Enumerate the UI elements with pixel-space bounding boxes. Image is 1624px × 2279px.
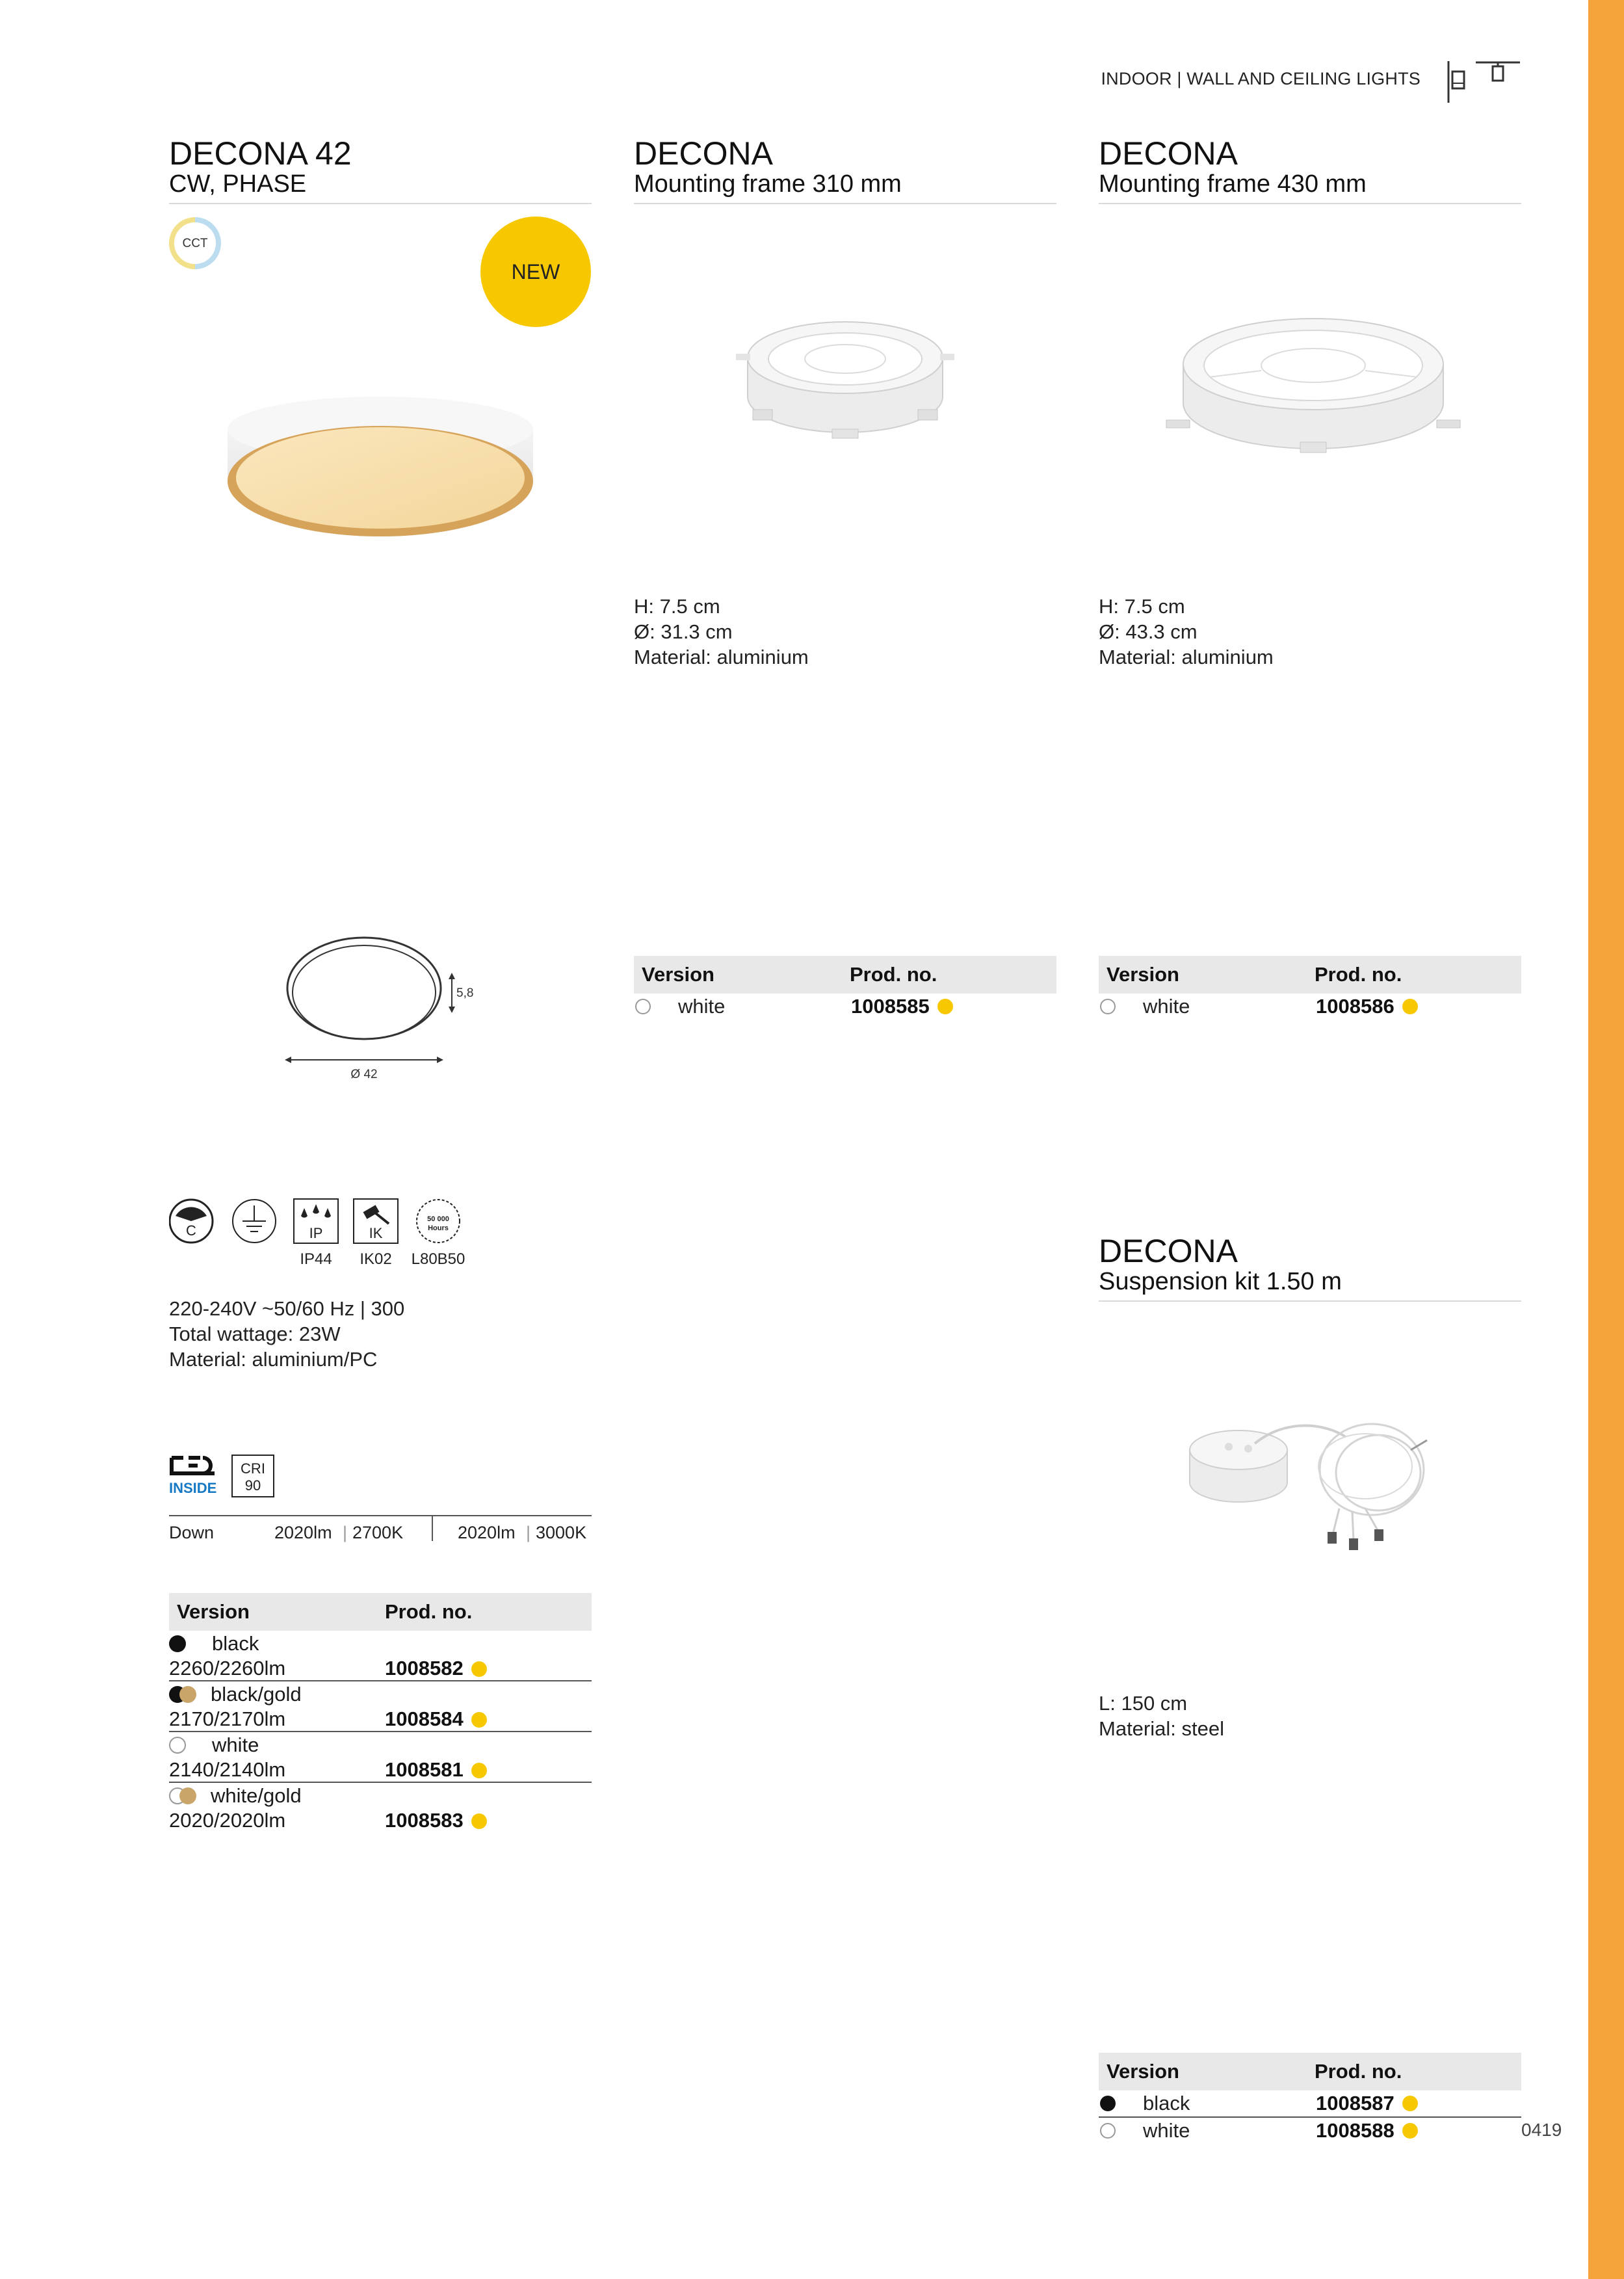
version-lumen: 2020/2020lm: [169, 1809, 286, 1832]
prod-no: 1008585: [851, 995, 930, 1018]
product-image-mounting-frame-430: [1164, 312, 1463, 468]
swatch-white: [635, 999, 651, 1014]
product-specs: [169, 1296, 592, 1372]
spec-material: Material: aluminium: [1099, 646, 1274, 668]
ik-rating-icon: [354, 1199, 398, 1243]
spec-material: Material: steel: [1099, 1717, 1224, 1740]
table-row: [1099, 994, 1521, 1020]
lifetime-hours-icon: [417, 1200, 460, 1243]
lumen-value-2: 2020lm: [458, 1523, 516, 1542]
version-lumen: 2170/2170lm: [169, 1707, 286, 1730]
prod-no: 1008588: [1316, 2119, 1395, 2142]
accent-side-bar: [1588, 0, 1624, 2279]
swatch-white: [169, 1737, 186, 1754]
spec-diameter: Ø: 31.3 cm: [634, 620, 733, 643]
swatch-white: [1100, 999, 1116, 1014]
section-header: INDOOR | WALL AND CEILING LIGHTS: [1101, 69, 1421, 88]
swatch-black-gold: [169, 1686, 198, 1703]
spec-wattage: Total wattage: 23W: [169, 1323, 341, 1345]
hours-line1: 50 000: [427, 1215, 449, 1223]
lumen-output-row: [169, 1515, 592, 1549]
swatch-white: [1100, 2123, 1116, 2139]
ip-text: IP: [309, 1225, 323, 1241]
availability-dot: [1402, 2123, 1418, 2139]
product-title: DECONA 42: [169, 135, 352, 172]
header-prod-no: Prod. no.: [850, 963, 937, 986]
phase-dimmable-icon: [170, 1200, 213, 1243]
table-row: [169, 1631, 592, 1681]
availability-dot: [471, 1661, 487, 1677]
dimension-diameter: Ø 42: [350, 1068, 378, 1081]
prod-no: 1008586: [1316, 995, 1395, 1018]
spec-height: H: 7.5 cm: [634, 595, 720, 618]
header-prod-no: Prod. no.: [1315, 963, 1402, 986]
dimmer-label: C: [186, 1222, 196, 1239]
ik-label: IK02: [360, 1250, 392, 1268]
protection-class-earth-icon: [233, 1200, 276, 1243]
version-name: black: [212, 1632, 259, 1655]
table-row: [169, 1732, 592, 1783]
page-number: 0419: [1521, 2120, 1562, 2140]
product-heading-suspension-kit: [1099, 1234, 1521, 1302]
ik-text: IK: [369, 1225, 383, 1241]
spec-material: Material: aluminium/PC: [169, 1348, 378, 1371]
version-table-suspension-kit: [1099, 2053, 1521, 2144]
prod-no: 1008582: [385, 1657, 464, 1680]
cct-label: CCT: [182, 237, 208, 250]
spec-diameter: Ø: 43.3 cm: [1099, 620, 1198, 643]
version-lumen: 2260/2260lm: [169, 1657, 286, 1680]
table-header: [634, 956, 1056, 994]
lumen-temp-2: 3000K: [536, 1523, 587, 1542]
lumen-value-1: 2020lm: [274, 1523, 332, 1542]
lumen-temp-1: 2700K: [352, 1523, 404, 1542]
prod-no: 1008583: [385, 1809, 464, 1832]
hours-label: L80B50: [411, 1250, 465, 1268]
product-subtitle: Suspension kit 1.50 m: [1099, 1268, 1521, 1302]
version-name: black/gold: [211, 1683, 302, 1706]
cct-icon: [169, 217, 221, 269]
product-subtitle: Mounting frame 310 mm: [634, 170, 1056, 204]
header-prod-no: Prod. no.: [385, 1600, 473, 1623]
swatch-white-gold: [169, 1787, 198, 1804]
led-inside-icon: [169, 1454, 221, 1497]
header-prod-no: Prod. no.: [1315, 2060, 1402, 2083]
lumen-sep-1: |: [343, 1523, 348, 1542]
availability-dot: [471, 1763, 487, 1778]
version-name: white: [1143, 2119, 1190, 2142]
led-inside-text: INSIDE: [169, 1480, 217, 1496]
new-badge: NEW: [480, 217, 591, 327]
availability-dot: [937, 999, 953, 1014]
version-name: white: [1143, 995, 1190, 1018]
spec-length: L: 150 cm: [1099, 1692, 1188, 1715]
product-heading-mounting-frame-310: [634, 137, 1056, 204]
product-title: DECONA: [1099, 1233, 1238, 1269]
availability-dot: [1402, 2096, 1418, 2111]
feature-icons-row: [169, 1196, 468, 1248]
prod-no: 1008587: [1316, 2092, 1395, 2114]
table-row: [169, 1681, 592, 1732]
product-image-ceiling-lamp: [221, 390, 540, 553]
cri-icon: [231, 1454, 275, 1498]
table-row: [169, 1783, 592, 1834]
version-table-mounting-frame-430: [1099, 956, 1521, 1020]
version-table-mounting-frame-310: [634, 956, 1056, 1020]
header-version: Version: [642, 963, 714, 986]
cri-line1: CRI: [241, 1460, 265, 1477]
product-title: DECONA: [634, 135, 773, 172]
version-name: white: [678, 995, 726, 1018]
version-name: white/gold: [211, 1784, 302, 1807]
product-title: DECONA: [1099, 135, 1238, 172]
table-row: [1099, 2118, 1521, 2144]
product-heading-decona-42: [169, 137, 592, 204]
version-name: white: [212, 1733, 259, 1756]
table-header: [1099, 956, 1521, 994]
prod-no: 1008581: [385, 1758, 464, 1781]
product-subtitle: CW, PHASE: [169, 170, 592, 204]
lumen-divider: [432, 1516, 433, 1541]
header-version: Version: [177, 1600, 250, 1623]
version-name: black: [1143, 2092, 1190, 2114]
product-specs: [1099, 1691, 1521, 1741]
availability-dot: [1402, 999, 1418, 1014]
availability-dot: [471, 1712, 487, 1728]
dimension-height: 5,8: [456, 986, 474, 1000]
header-version: Version: [1107, 2060, 1179, 2083]
cri-line2: 90: [244, 1477, 261, 1494]
spec-material: Material: aluminium: [634, 646, 809, 668]
ceiling-light-icon: [1476, 62, 1520, 81]
hours-line2: Hours: [428, 1224, 449, 1232]
ip-rating-icon: [294, 1199, 338, 1243]
product-subtitle: Mounting frame 430 mm: [1099, 170, 1521, 204]
product-image-mounting-frame-310: [735, 312, 956, 449]
prod-no: 1008584: [385, 1707, 464, 1730]
wall-light-icon: [1443, 60, 1521, 105]
spec-height: H: 7.5 cm: [1099, 595, 1185, 618]
table-row: [634, 994, 1056, 1020]
lumen-sep-2: |: [526, 1523, 531, 1542]
header-version: Version: [1107, 963, 1179, 986]
ip-label: IP44: [300, 1250, 332, 1268]
product-specs: [634, 594, 1056, 670]
product-image-suspension-kit: [1183, 1411, 1443, 1567]
lumen-label: Down: [169, 1523, 215, 1542]
swatch-black: [1100, 2096, 1116, 2111]
table-row: [1099, 2090, 1521, 2118]
table-header: [169, 1593, 592, 1631]
version-lumen: 2140/2140lm: [169, 1758, 286, 1781]
availability-dot: [471, 1813, 487, 1829]
spec-voltage: 220-240V ~50/60 Hz | 300: [169, 1297, 405, 1320]
product-specs: [1099, 594, 1521, 670]
product-heading-mounting-frame-430: [1099, 137, 1521, 204]
table-header: [1099, 2053, 1521, 2090]
swatch-black: [169, 1635, 186, 1652]
version-table-decona-42: [169, 1593, 592, 1834]
dimension-drawing: [280, 936, 494, 1083]
